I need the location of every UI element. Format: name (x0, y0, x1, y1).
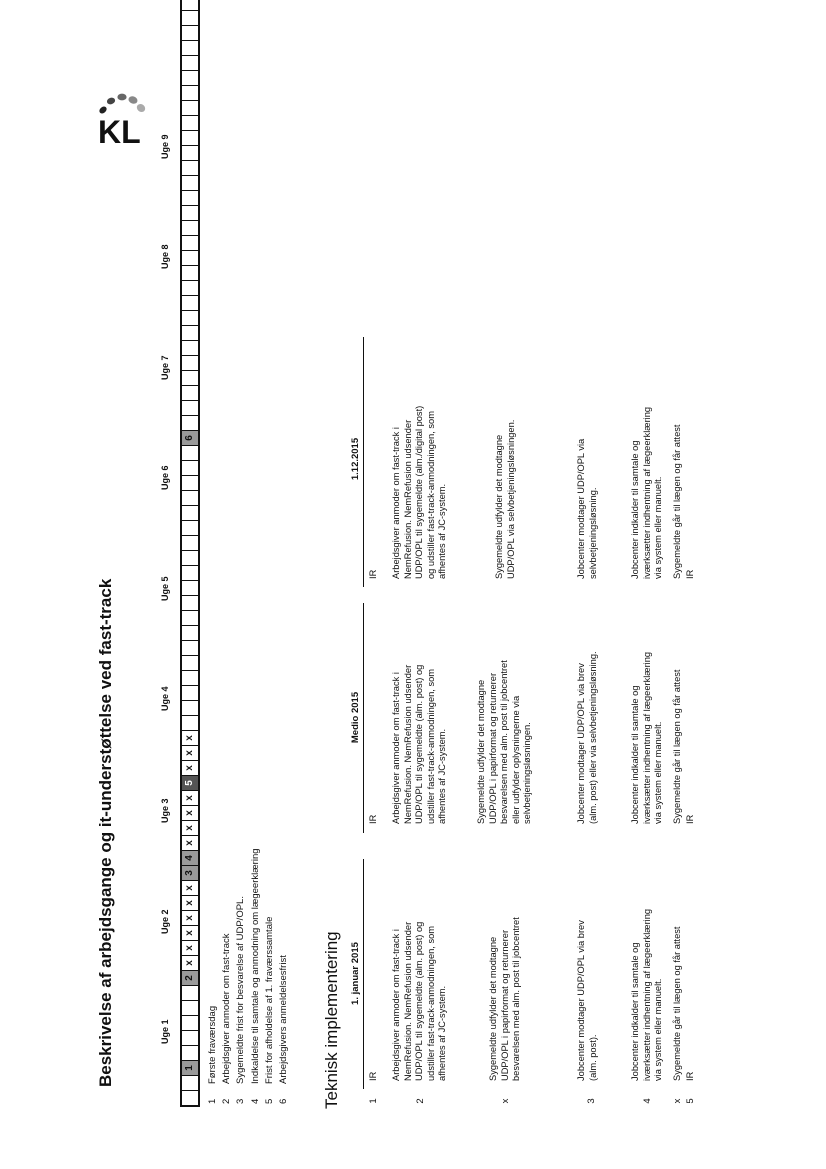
calendar-day-cell: 6 (182, 430, 198, 445)
calendar-day-cell (182, 160, 198, 175)
calendar-day-cell (182, 130, 198, 145)
table-cell: IR (368, 569, 378, 579)
calendar-day-cell: x (182, 955, 198, 970)
section-title: Teknisk implementering (322, 931, 341, 1109)
table-cell: Arbejdsgiver anmoder om fast-track i NemRefusion. NemRefusion udsender UDP/OPL til sygemeldte (alm. post) og udstiller fast-track-anmodningen, som afhentes af JC-system. (391, 921, 448, 1081)
calendar-day-cell: x (182, 760, 198, 775)
calendar-day-cell (182, 280, 198, 295)
legend-number: 6 (277, 1098, 289, 1104)
calendar-day-cell: 1 (182, 1060, 198, 1075)
legend-number: 3 (235, 1098, 247, 1104)
table-cell: Sygemeldte går til lægen og får attest (672, 926, 682, 1081)
calendar-day-cell: x (182, 820, 198, 835)
calendar-day-cell (182, 295, 198, 310)
week-label: Uge 7 (160, 355, 170, 380)
table-cell: Jobcenter modtager UDP/OPL via selvbetjeningsløsning. (576, 438, 598, 579)
calendar-day-cell: x (182, 790, 198, 805)
legend-number: 2 (221, 1098, 233, 1104)
week-label: Uge 5 (160, 576, 170, 601)
calendar-day-cell (182, 190, 198, 205)
table-cell: Sygemeldte udfylder det modtagne UDP/OPL i papirformat og returnerer besvarelsen med alm. post til jobcentret eller udfylder oplysningerne via selvbetjeningsløsningen. (476, 660, 533, 824)
calendar-day-cell (182, 340, 198, 355)
column-header-rule (363, 337, 364, 587)
calendar-day-cell (182, 520, 198, 535)
column-header: 1.12.2015 (350, 437, 361, 481)
column-header-rule (363, 859, 364, 1089)
calendar-day-cell (182, 205, 198, 220)
calendar-day-cell (182, 310, 198, 325)
calendar-day-cell: x (182, 745, 198, 760)
legend (206, 848, 291, 1104)
calendar-day-cell (182, 55, 198, 70)
calendar-day-cell (182, 1090, 198, 1105)
calendar-day-cell: 3 (182, 865, 198, 880)
table-cell: Jobcenter modtager UDP/OPL via brev (alm. post). (576, 920, 598, 1081)
calendar-day-cell (182, 715, 198, 730)
kl-logo-graphic (86, 83, 156, 153)
week-label: Uge 3 (160, 798, 170, 823)
calendar-day-cell (182, 565, 198, 580)
legend-text: Indkaldelse til samtale og anmodning om lægeerklæring (249, 848, 261, 1084)
calendar-day-cell (182, 670, 198, 685)
calendar-day-cell (182, 655, 198, 670)
table-cell: IR (685, 1071, 695, 1081)
column-header: Medio 2015 (350, 691, 361, 744)
calendar-day-cell (182, 640, 198, 655)
legend-text: Frist for afholdelse af 1. fraværssamtale (263, 916, 275, 1084)
calendar-day-cell (182, 1075, 198, 1090)
table-cell: Jobcenter indkalder til samtale og iværksætter indhentning af lægeerklæring via system eller manuelt. (630, 651, 664, 824)
calendar-day-cell (182, 355, 198, 370)
legend-text: Sygemeldte frist for besvarelse af UDP/OPL. (235, 896, 247, 1084)
calendar-day-cell (182, 385, 198, 400)
row-marker: 4 (642, 1098, 653, 1104)
calendar-day-cell (182, 985, 198, 1000)
table-cell: IR (368, 814, 378, 824)
calendar-day-cell (182, 1045, 198, 1060)
legend-item (263, 848, 277, 1104)
table-cell: IR (685, 814, 695, 824)
row-marker: x (672, 1098, 683, 1104)
calendar-day-cell (182, 115, 198, 130)
table-cell: Jobcenter indkalder til samtale og iværksætter indhentning af lægeerklæring via system eller manuelt. (630, 908, 664, 1081)
calendar-day-cell (182, 550, 198, 565)
calendar-day-cell: x (182, 925, 198, 940)
legend-item (234, 848, 248, 1104)
week-label: Uge 4 (160, 686, 170, 711)
kl-logo (86, 83, 156, 153)
table-cell: Arbejdsgiver anmoder om fast-track i NemRefusion. NemRefusion udsender UDP/OPL til sygemeldte (alm. post) og udstiller fast-track-anmodningen, som afhentes af JC-system. (391, 664, 448, 824)
calendar-day-cell (182, 10, 198, 25)
table-cell: Sygemeldte går til lægen og får attest (672, 424, 682, 579)
day-calendar (180, 0, 200, 1107)
calendar-day-cell (182, 445, 198, 460)
row-marker: 3 (586, 1098, 597, 1104)
legend-text: Arbejdsgiver anmoder om fast-track (221, 933, 233, 1084)
calendar-day-cell (182, 265, 198, 280)
calendar-day-cell (182, 235, 198, 250)
table-cell: Sygemeldte går til lægen og får attest (672, 669, 682, 824)
week-label: Uge 1 (160, 1019, 170, 1044)
document-title: Beskrivelse af arbejdsgange og it-understøttelse ved fast-track (96, 578, 115, 1087)
table-cell: IR (685, 569, 695, 579)
column-header-rule (363, 603, 364, 833)
legend-item (206, 848, 220, 1104)
table-cell: Arbejdsgiver anmoder om fast-track i NemRefusion. NemRefusion udsender UDP/OPL til sygemeldte (alm./digital post) og udstiller fast-track-anmodningen, som afhentes af JC-system. (391, 405, 448, 579)
calendar-day-cell (182, 25, 198, 40)
kl-logo-lettering: KL (98, 114, 141, 150)
row-marker: 1 (368, 1098, 379, 1104)
calendar-day-cell (182, 220, 198, 235)
calendar-day-cell (182, 145, 198, 160)
calendar-day-cell (182, 505, 198, 520)
legend-item (220, 848, 234, 1104)
calendar-day-cell: 4 (182, 850, 198, 865)
calendar-day-cell (182, 100, 198, 115)
calendar-day-cell: x (182, 730, 198, 745)
calendar-day-cell (182, 400, 198, 415)
calendar-day-cell: 2 (182, 970, 198, 985)
legend-text: Arbejdsgivers anmeldelsesfrist (277, 955, 289, 1084)
calendar-day-cell (182, 1015, 198, 1030)
calendar-day-cell (182, 1030, 198, 1045)
calendar-day-cell (182, 1000, 198, 1015)
calendar-day-cell (182, 175, 198, 190)
calendar-day-cell (182, 685, 198, 700)
calendar-day-cell (182, 415, 198, 430)
column-header: 1. januar 2015 (350, 942, 361, 1005)
calendar-day-cell (182, 460, 198, 475)
table-cell: Jobcenter modtager UDP/OPL via brev (alm. post) eller via selvbetjeningsløsning. (576, 651, 598, 824)
calendar-day-cell (182, 475, 198, 490)
calendar-day-cell (182, 40, 198, 55)
week-label: Uge 8 (160, 244, 170, 269)
calendar-day-cell: x (182, 880, 198, 895)
calendar-day-cell (182, 490, 198, 505)
calendar-day-cell (182, 0, 198, 10)
calendar-day-cell: x (182, 805, 198, 820)
calendar-day-cell (182, 325, 198, 340)
week-label: Uge 9 (160, 134, 170, 159)
table-cell: Sygemeldte udfylder det modtagne UDP/OPL via selvbetjeningsløsningen. (494, 419, 516, 579)
calendar-day-cell (182, 610, 198, 625)
calendar-day-cell: 5 (182, 775, 198, 790)
week-label: Uge 6 (160, 465, 170, 490)
legend-number: 4 (249, 1098, 261, 1104)
row-marker: x (500, 1098, 511, 1104)
legend-text: Første fraværsdag (207, 1005, 218, 1084)
calendar-day-cell: x (182, 940, 198, 955)
table-cell: Sygemeldte udfylder det modtagne UDP/OPL i papirformat og returnerer besvarelsen med alm. post til jobcentret (488, 917, 522, 1081)
legend-item (249, 848, 263, 1104)
row-marker: 2 (415, 1098, 426, 1104)
calendar-day-cell (182, 700, 198, 715)
calendar-day-cell: x (182, 910, 198, 925)
calendar-day-cell (182, 625, 198, 640)
table-cell: IR (368, 1071, 378, 1081)
calendar-day-cell (182, 535, 198, 550)
calendar-day-cell (182, 70, 198, 85)
calendar-day-cell: x (182, 835, 198, 850)
calendar-day-cell (182, 580, 198, 595)
calendar-day-cell (182, 85, 198, 100)
calendar-day-cell (182, 250, 198, 265)
legend-number: 1 (207, 1098, 218, 1104)
legend-number: 5 (263, 1098, 275, 1104)
table-cell: Jobcenter indkalder til samtale og iværksætter indhentning af lægeerklæring via system eller manuelt. (630, 406, 664, 579)
calendar-day-cell: x (182, 895, 198, 910)
legend-item (277, 848, 291, 1104)
week-label: Uge 2 (160, 909, 170, 934)
row-marker: 5 (685, 1098, 696, 1104)
calendar-day-cell (182, 370, 198, 385)
calendar-day-cell (182, 595, 198, 610)
